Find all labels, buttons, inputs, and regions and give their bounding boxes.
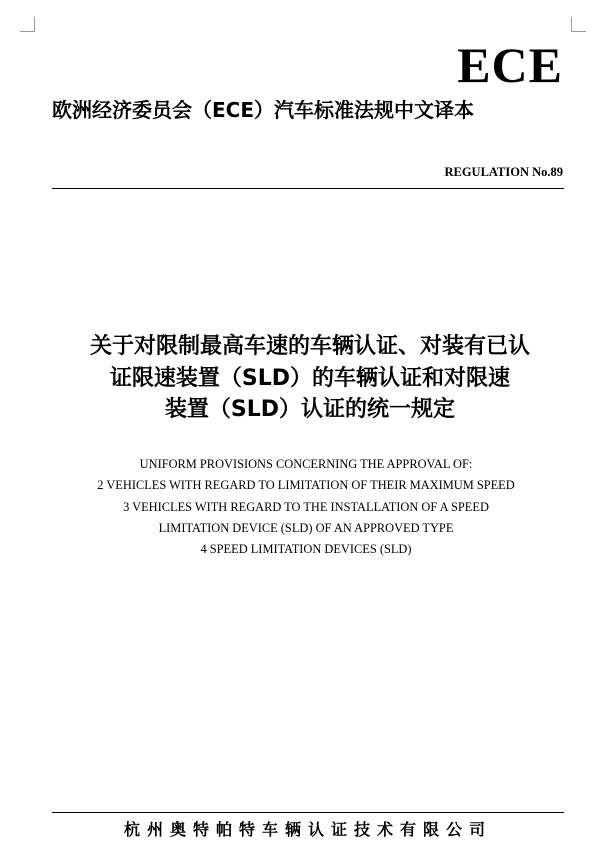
english-title-line: 4 SPEED LIMITATION DEVICES (SLD) xyxy=(200,542,412,557)
english-title-line: LIMITATION DEVICE (SLD) OF AN APPROVED TYPE xyxy=(158,520,454,535)
footer-divider xyxy=(52,812,564,813)
regulation-number: REGULATION No.89 xyxy=(444,165,563,179)
company-name: 杭州奥特帕特车辆认证技术有限公司 xyxy=(123,820,492,839)
chinese-title-line: 关于对限制最高车速的车辆认证、对装有已认 xyxy=(89,334,530,359)
english-title-line: 2 VEHICLES WITH REGARD TO LIMITATION OF THEIR MAXIMUM SPEED xyxy=(97,478,515,493)
chinese-title-line: 证限速装置（SLD）的车辆认证和对限速 xyxy=(109,365,511,391)
chinese-title xyxy=(40,331,580,426)
crop-mark-top-left xyxy=(20,17,35,32)
english-title xyxy=(40,454,572,560)
ece-logo-text: ECE xyxy=(457,37,563,93)
document-series-title: 欧洲经济委员会（ECE）汽车标准法规中文译本 xyxy=(52,98,475,122)
header-divider xyxy=(52,188,564,189)
chinese-title-line: 装置（SLD）认证的统一规定 xyxy=(164,397,456,422)
english-title-line: UNIFORM PROVISIONS CONCERNING THE APPROVAL OF: xyxy=(139,457,473,471)
crop-mark-top-right xyxy=(571,17,586,32)
english-title-line: 3 VEHICLES WITH REGARD TO THE INSTALLATION OF A SPEED xyxy=(123,499,489,514)
